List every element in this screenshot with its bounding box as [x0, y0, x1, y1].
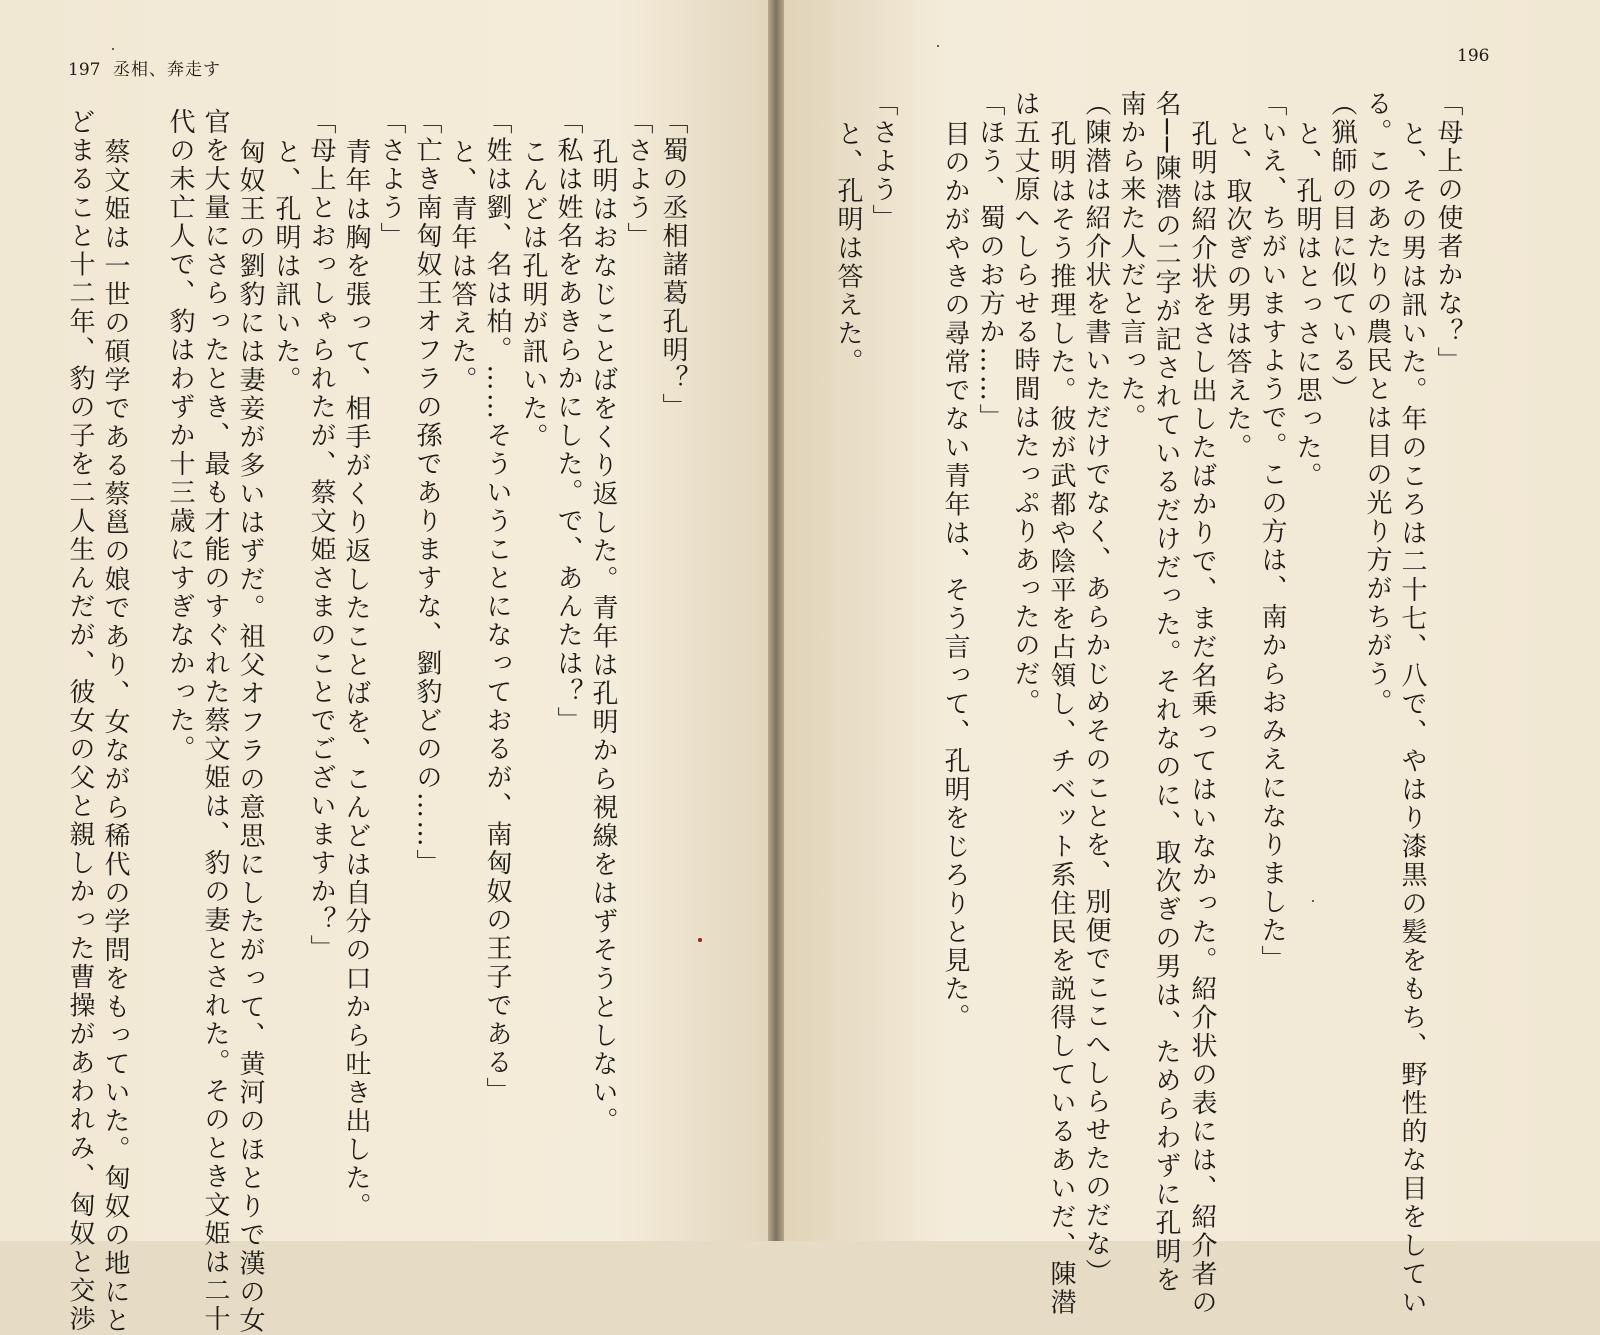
- text-column: る。このあたりの農民とは目の光り方がちがう。: [1362, 90, 1392, 717]
- text-column: どまること十二年、豹の子を二人生んだが、彼女の父と親しかった曹操があわれみ、匈奴と交渉: [65, 108, 95, 1334]
- text-column: 「さよう」: [623, 108, 653, 251]
- text-column: 「さよう」: [868, 90, 898, 233]
- text-column: と、その男は訊いた。年のころは二十七、八で、やはり漆黒の髪をもち、野性的な目をしてい: [1397, 120, 1427, 1317]
- text-column: 孔明はそう推理した。彼が武都や陰平を占領し、チベット系住民を説得しているあいだ、陳潜: [1046, 120, 1076, 1317]
- book-gutter: [768, 0, 784, 1241]
- paper-speck: [112, 48, 114, 50]
- text-column: と、青年は答えた。: [447, 138, 477, 395]
- left-page-number: 197: [68, 60, 101, 80]
- text-column: 名──陳潜の二字が記されているだけだった。それなのに、取次ぎの男は、ためらわずに孔明を: [1151, 90, 1181, 1295]
- text-column: 「姓は劉、名は柏。……そういうことになっておるが、南匈奴の王子である」: [482, 108, 512, 1106]
- text-column: （陳潜は紹介状を書いただけでなく、あらかじめそのことを、別便でここへしらせたのだな）: [1081, 90, 1111, 1287]
- text-column: こんどは孔明が訊いた。: [518, 138, 548, 452]
- paper-speck: [698, 938, 702, 942]
- text-column: 南から来た人だと言った。: [1116, 90, 1146, 432]
- text-column: と、孔明は訊いた。: [271, 138, 301, 395]
- text-column: 孔明はおなじことばをくり返した。青年は孔明から視線をはずそうとしない。: [588, 138, 618, 1136]
- text-column: 「亡き南匈奴王オフラの孫でありますな、劉豹どのの……」: [412, 108, 442, 878]
- paper-speck: [937, 45, 939, 47]
- text-column: 蔡文姫は一世の碩学である蔡邕の娘であり、女ながら稀代の学問をもっていた。匈奴の地にと: [100, 138, 130, 1335]
- text-column: 「私は姓名をあきらかにした。で、あんたは？」: [553, 108, 583, 735]
- text-column: と、取次ぎの男は答えた。: [1222, 120, 1252, 462]
- right-page-number: 196: [1457, 46, 1490, 66]
- text-column: と、孔明はとっさに思った。: [1292, 120, 1322, 491]
- text-column: 「さよう」: [376, 108, 406, 251]
- text-column: 青年は胸を張って、相手がくり返したことばを、こんどは自分の口から吐き出した。: [341, 138, 371, 1221]
- text-column: 「蜀の丞相諸葛孔明？」: [658, 108, 688, 422]
- text-column: は五丈原へしらせる時間はたっぷりあったのだ。: [1010, 90, 1040, 717]
- text-column: 代の未亡人で、豹はわずか十三歳にすぎなかった。: [165, 108, 195, 764]
- text-column: 孔明は紹介状をさし出したばかりで、まだ名乗ってはいなかった。紹介状の表には、紹介者の: [1187, 120, 1217, 1317]
- paper-speck: [1312, 900, 1314, 902]
- text-column: 匈奴王の劉豹には妻妾が多いはずだ。祖父オフラの意思にしたがって、黄河のほとりで漢の女: [235, 138, 265, 1335]
- text-column: 目のかがやきの尋常でない青年は、そう言って、孔明をじろりと見た。: [940, 120, 970, 1032]
- text-column: 「母上の使者かな？」: [1433, 90, 1463, 375]
- text-column: と、孔明は答えた。: [833, 120, 863, 377]
- text-column: 「いえ、ちがいますようで。この方は、南からおみえになりました」: [1257, 90, 1287, 974]
- text-column: 官を大量にさらったとき、最も才能のすぐれた蔡文姫は、豹の妻とされた。そのとき文姫は二十: [200, 108, 230, 1334]
- running-head: 丞相、奔走す: [113, 60, 221, 80]
- text-column: 「母上とおっしゃられたが、蔡文姫さまのことでございますか？」: [306, 108, 336, 963]
- text-column: （猟師の目に似ている）: [1327, 90, 1357, 404]
- text-column: 「ほう、蜀のお方か……」: [975, 90, 1005, 432]
